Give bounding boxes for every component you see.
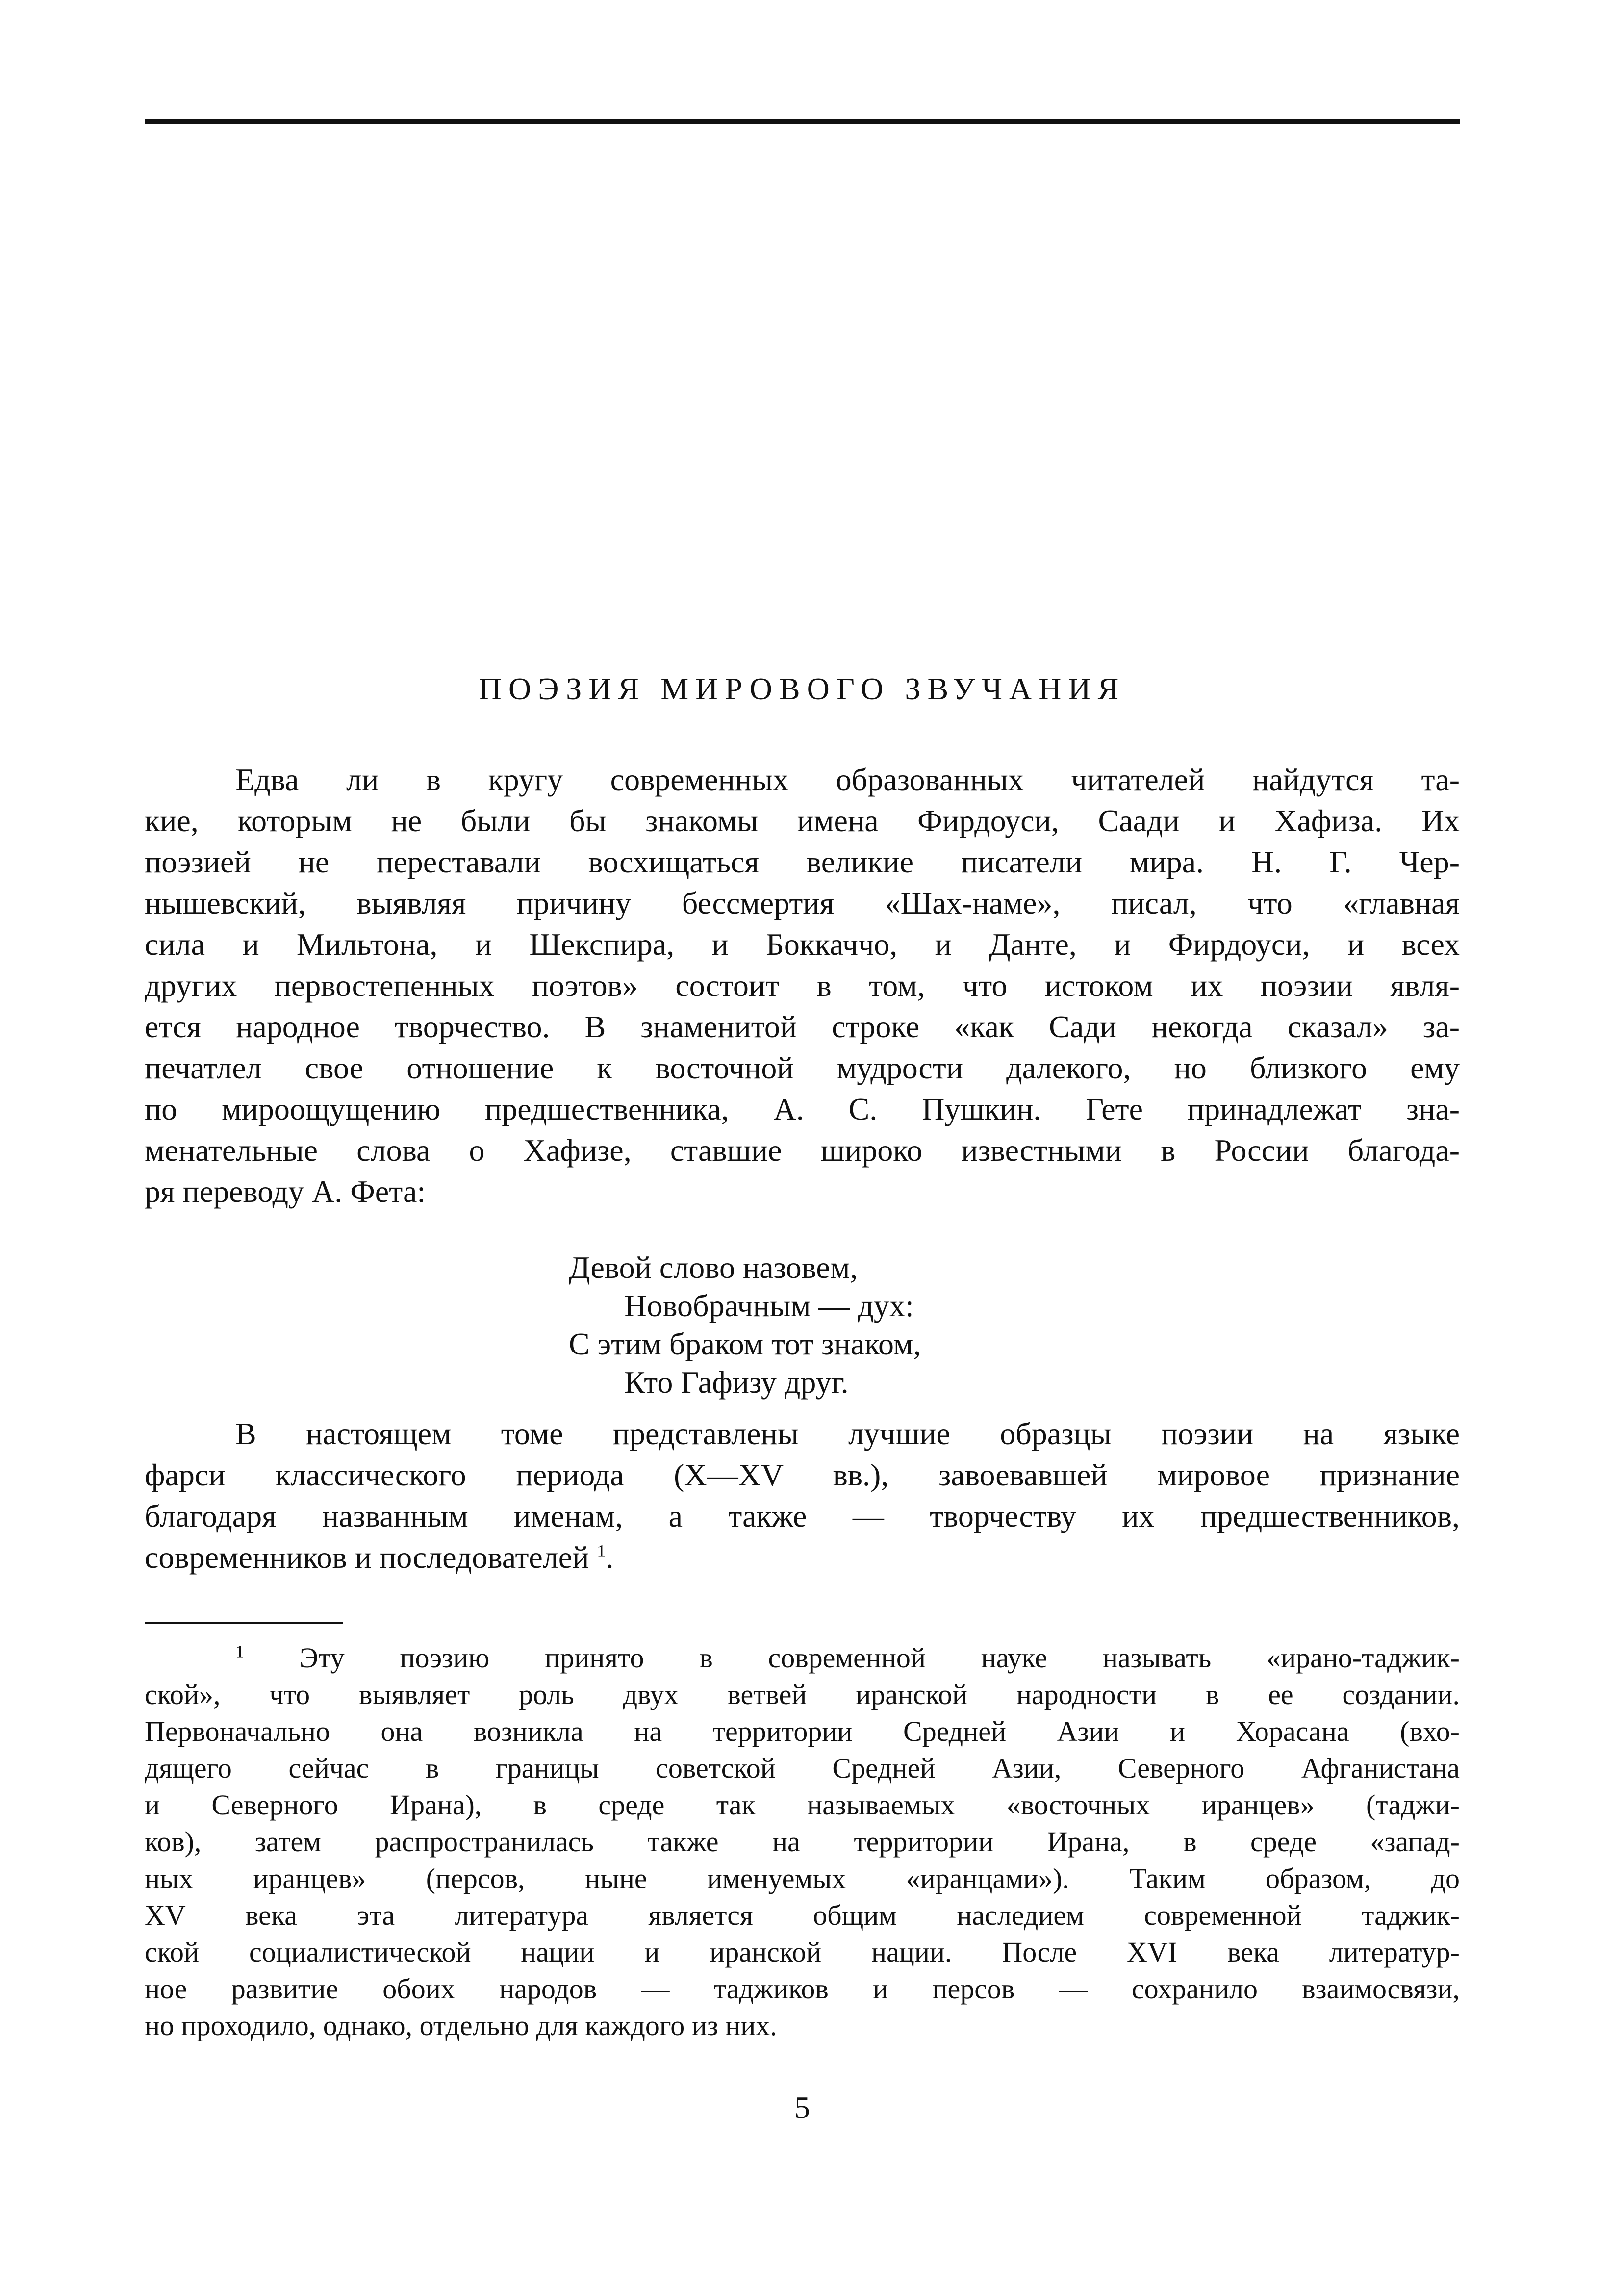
verse-line: Кто Гафизу друг. — [624, 1365, 849, 1400]
paragraph-line: других первостепенных поэтов» состоит в том, что истоком их поэзии явля- — [145, 968, 1460, 1003]
verse-line: Девой слово назовем, — [569, 1250, 858, 1285]
footnote-line: Первоначально она возникла на территории Средней Азии и Хорасана (вхо- — [145, 1715, 1460, 1747]
footnote-line: ных иранцев» (персов, ныне именуемых «иранцами»). Таким образом, до — [145, 1862, 1460, 1894]
footnote-line: и Северного Ирана), в среде так называемых «восточных иранцев» (таджи- — [145, 1789, 1460, 1821]
verse-line: С этим браком тот знаком, — [569, 1327, 921, 1361]
paragraph-end-period: . — [606, 1540, 614, 1575]
paragraph-line — [145, 1537, 1460, 1578]
footnote — [145, 1639, 1460, 2044]
footnote-line: ской», что выявляет роль двух ветвей иранской народности в ее создании. — [145, 1679, 1460, 1710]
paragraph-line: В настоящем томе представлены лучшие образцы поэзии на языке — [235, 1416, 1460, 1451]
footnote-marker: 1 — [235, 1641, 244, 1661]
verse-quote — [569, 1249, 921, 1402]
footnote-line: ков), затем распространилась также на территории Ирана, в среде «запад- — [145, 1826, 1460, 1858]
paragraph-line: фарси классического периода (X—XV вв.), завоевавшей мировое признание — [145, 1457, 1460, 1492]
footnote-line: дящего сейчас в границы советской Средней Азии, Северного Афганистана — [145, 1752, 1460, 1784]
footnote-line: ное развитие обоих народов — таджиков и персов — сохранило взаимосвязи, — [145, 1973, 1460, 2005]
paragraph-line: поэзией не переставали восхищаться великие писатели мира. Н. Г. Чер- — [145, 844, 1460, 879]
paragraph-line: ря переводу А. Фета: — [145, 1174, 426, 1209]
paragraph-line: сила и Мильтона, и Шекспира, и Боккаччо, и Данте, и Фирдоуси, и всех — [145, 927, 1460, 962]
paragraph-line: печатлел свое отношение к восточной мудрости далекого, но близкого ему — [145, 1050, 1460, 1085]
footnote-line: XV века эта литература является общим наследием современной таджик- — [145, 1899, 1460, 1931]
footnote-line: ской социалистической нации и иранской нации. После XVI века литератур- — [145, 1936, 1460, 1968]
paragraph-2 — [145, 1413, 1460, 1578]
paragraph-line: по мироощущению предшественника, А. С. Пушкин. Гете принадлежат зна- — [145, 1092, 1460, 1126]
footnote-line-text: Эту поэзию принято в современной науке называть «ирано-таджик- — [299, 1642, 1460, 1674]
page-number: 5 — [794, 2090, 810, 2125]
chapter-title: ПОЭЗИЯ МИРОВОГО ЗВУЧАНИЯ — [479, 671, 1126, 706]
paragraph-line: нышевский, выявляя причину бессмертия «Шах-наме», писал, что «главная — [145, 886, 1460, 920]
paragraph-line: Едва ли в кругу современных образованных читателей найдутся та- — [235, 762, 1460, 797]
footnote-reference: 1 — [597, 1541, 606, 1561]
footnote-line: но проходило, однако, отдельно для каждого из них. — [145, 2010, 777, 2041]
paragraph-line: менательные слова о Хафизе, ставшие широко известными в России благода- — [145, 1133, 1460, 1168]
paragraph-line: благодаря названным именам, а также — творчеству их предшественников, — [145, 1499, 1460, 1533]
footnote-line — [145, 1639, 1460, 1676]
paragraph-line: кие, которым не были бы знакомы имена Фирдоуси, Саади и Хафиза. Их — [145, 803, 1460, 838]
top-rule — [145, 119, 1460, 124]
footnote-rule — [145, 1622, 343, 1624]
paragraph-1 — [145, 759, 1460, 1212]
paragraph-line: ется народное творчество. В знаменитой строке «как Сади некогда сказал» за- — [145, 1009, 1460, 1044]
paragraph-line-text: современников и последователей — [145, 1540, 589, 1575]
verse-line: Новобрачным — дух: — [624, 1288, 914, 1323]
